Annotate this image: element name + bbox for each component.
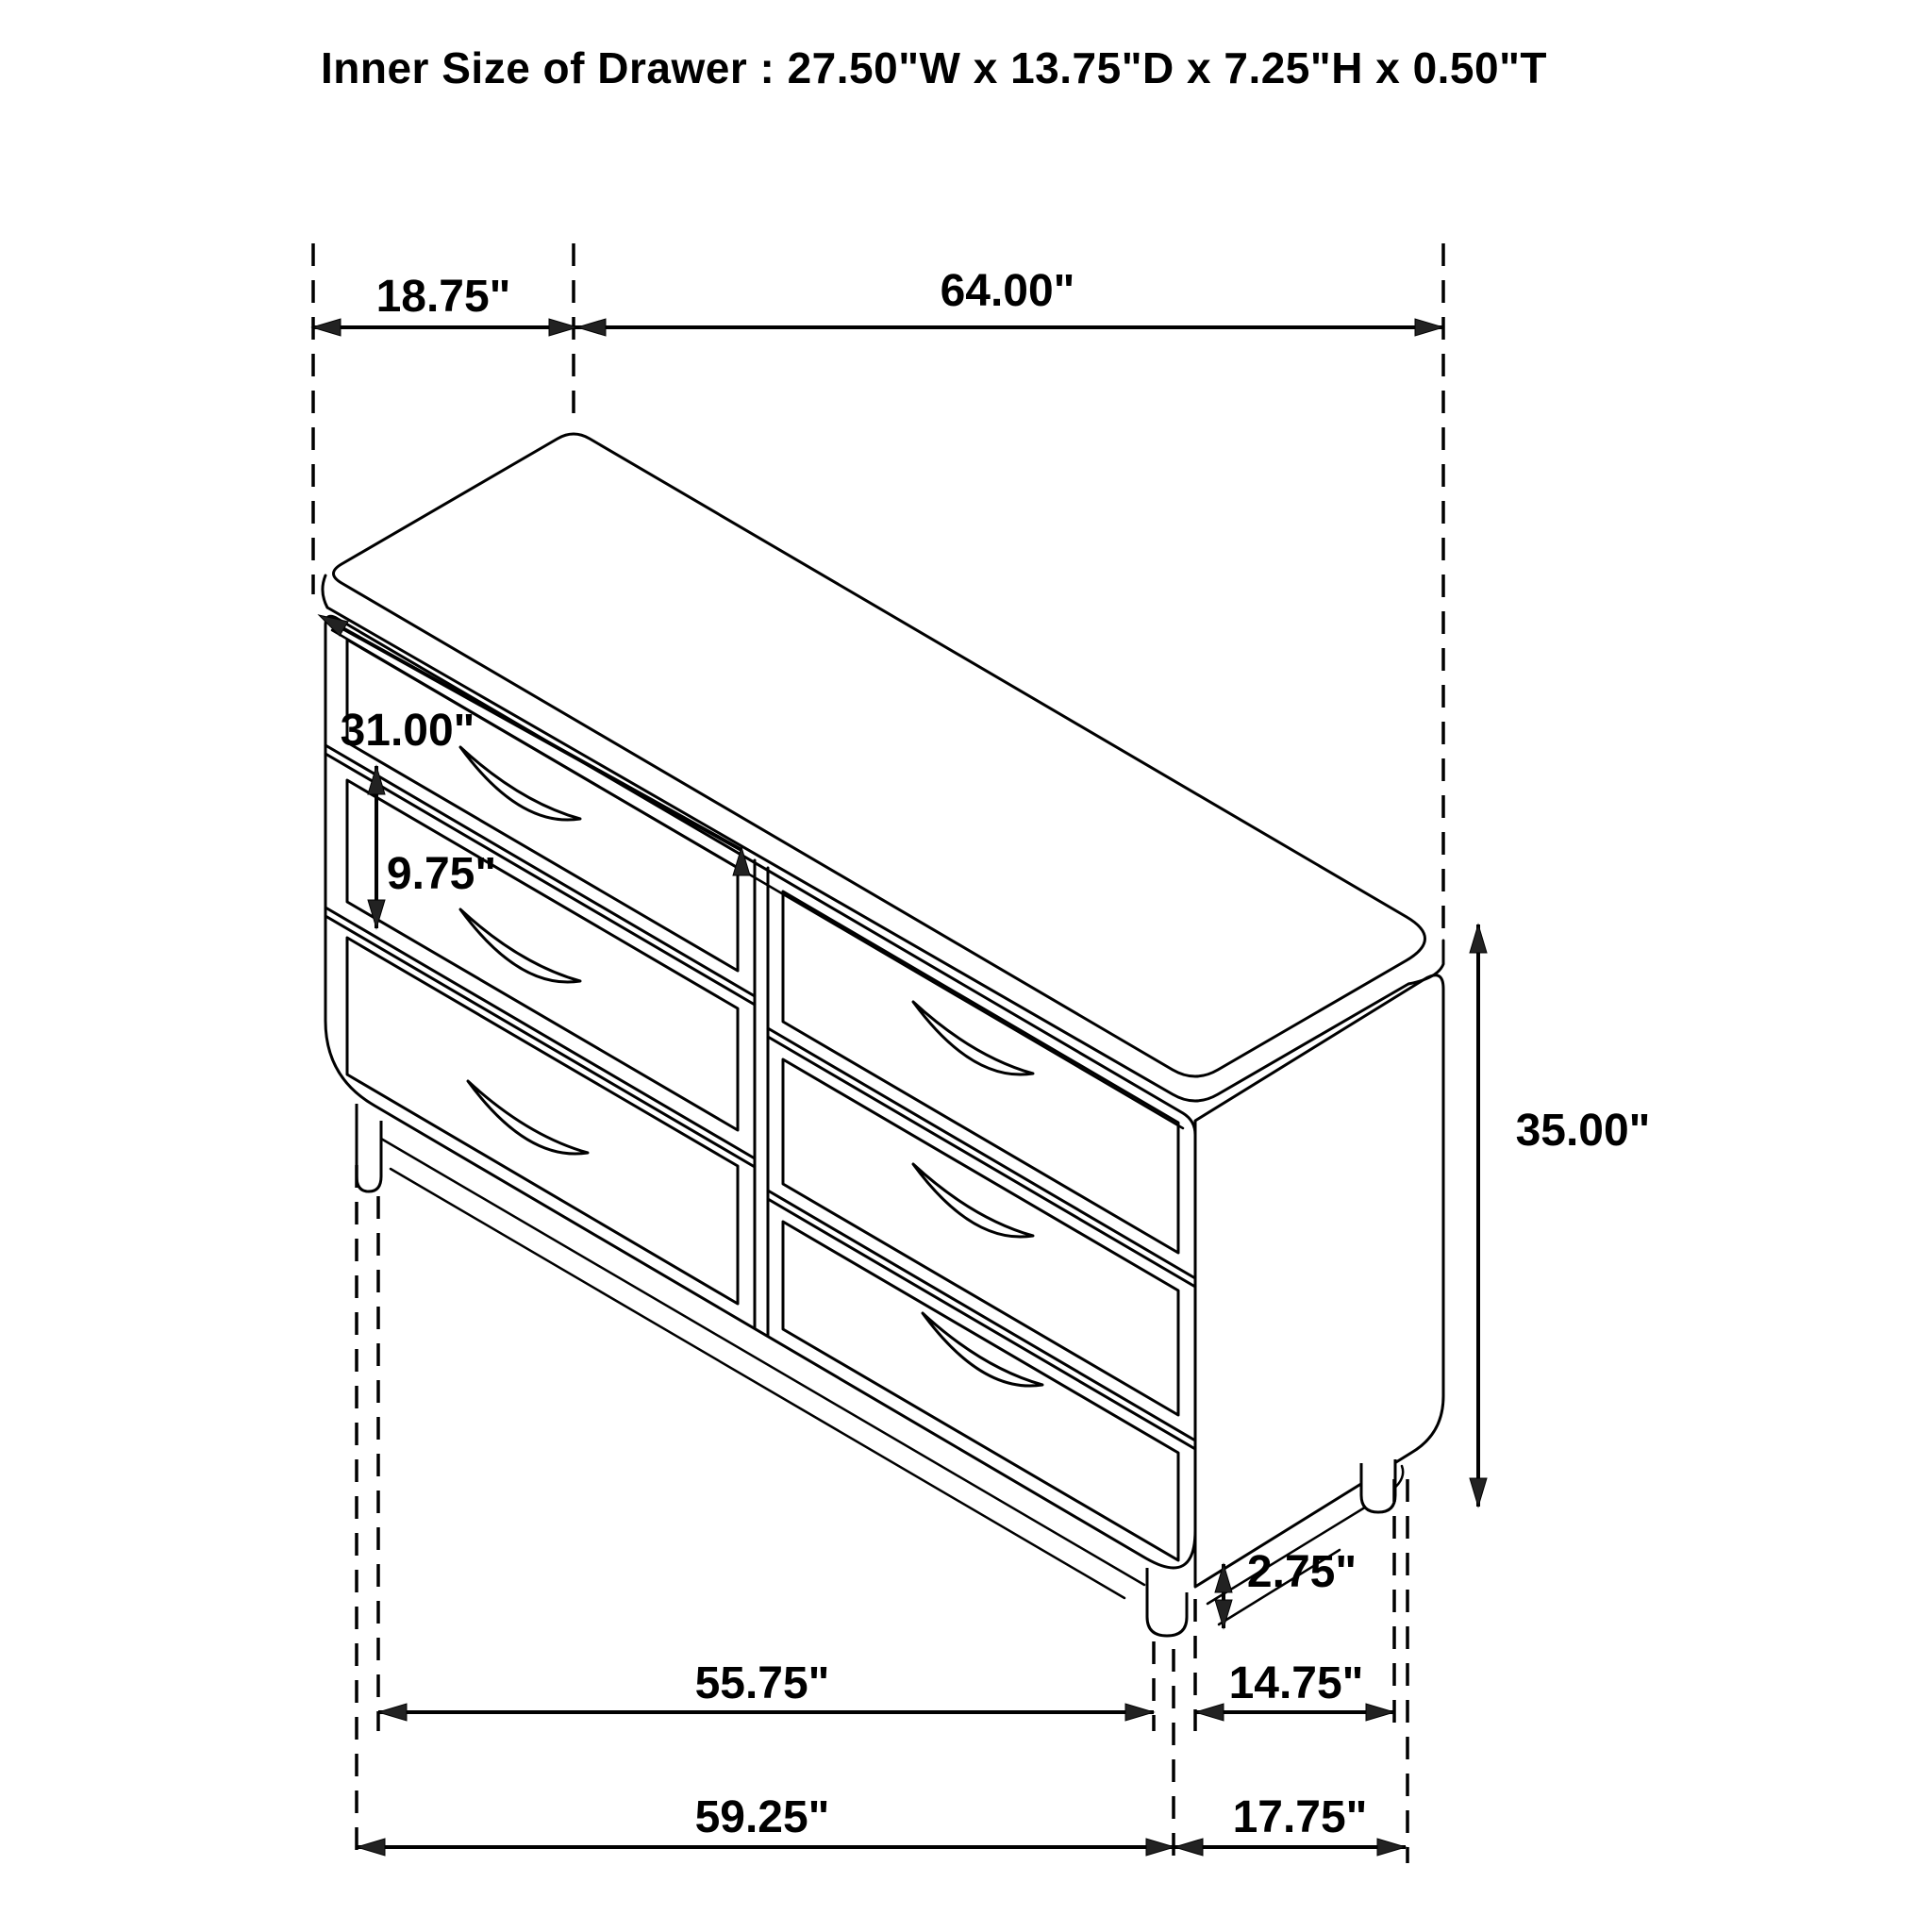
dimension-label-overall-front-width: 59.25" <box>694 1792 830 1842</box>
dresser-drawing <box>323 434 1443 1636</box>
dimension-top-width <box>577 266 1443 336</box>
dimension-label-overall-height: 35.00" <box>1515 1106 1651 1156</box>
arrowhead-right <box>1366 1704 1394 1721</box>
dimension-label-top-depth: 18.75" <box>375 272 511 322</box>
arrowhead-left <box>357 1839 385 1856</box>
arrowhead-right <box>1415 319 1443 336</box>
arrowhead-right <box>1146 1839 1174 1856</box>
dimension-label-drawer-diagonal-width: 31.00" <box>340 706 475 756</box>
dimension-overall-front-width <box>357 1792 1174 1856</box>
arrowhead-right <box>1125 1704 1154 1721</box>
arrowhead-left <box>577 319 606 336</box>
dimension-top-depth <box>312 272 577 336</box>
arrowhead-left <box>312 319 341 336</box>
arrowhead-top <box>1470 924 1487 953</box>
dimension-label-base-clearance: 2.75" <box>1246 1547 1357 1597</box>
arrowhead-bottom <box>1215 1600 1232 1628</box>
dimension-label-base-side-depth: 14.75" <box>1228 1658 1364 1708</box>
dimension-overall-height <box>1470 924 1650 1507</box>
arrowhead-left <box>1195 1704 1224 1721</box>
arrowhead-bottom <box>1470 1478 1487 1507</box>
dimension-base-side-depth <box>1195 1658 1394 1721</box>
diagram-title: Inner Size of Drawer : 27.50"W x 13.75"D x 7.25"H x 0.50"T <box>320 43 1548 92</box>
dimension-label-base-front-width: 55.75" <box>694 1658 830 1708</box>
dimension-label-drawer-front-height: 9.75" <box>386 849 497 899</box>
arrowhead-left <box>1174 1839 1203 1856</box>
arrowhead-right <box>1377 1839 1406 1856</box>
dimension-base-front-width <box>378 1658 1154 1721</box>
arrowhead-left <box>378 1704 407 1721</box>
dimension-overall-side-depth <box>1174 1792 1406 1856</box>
dimension-label-overall-side-depth: 17.75" <box>1232 1792 1368 1842</box>
dimension-label-top-width: 64.00" <box>940 266 1075 316</box>
